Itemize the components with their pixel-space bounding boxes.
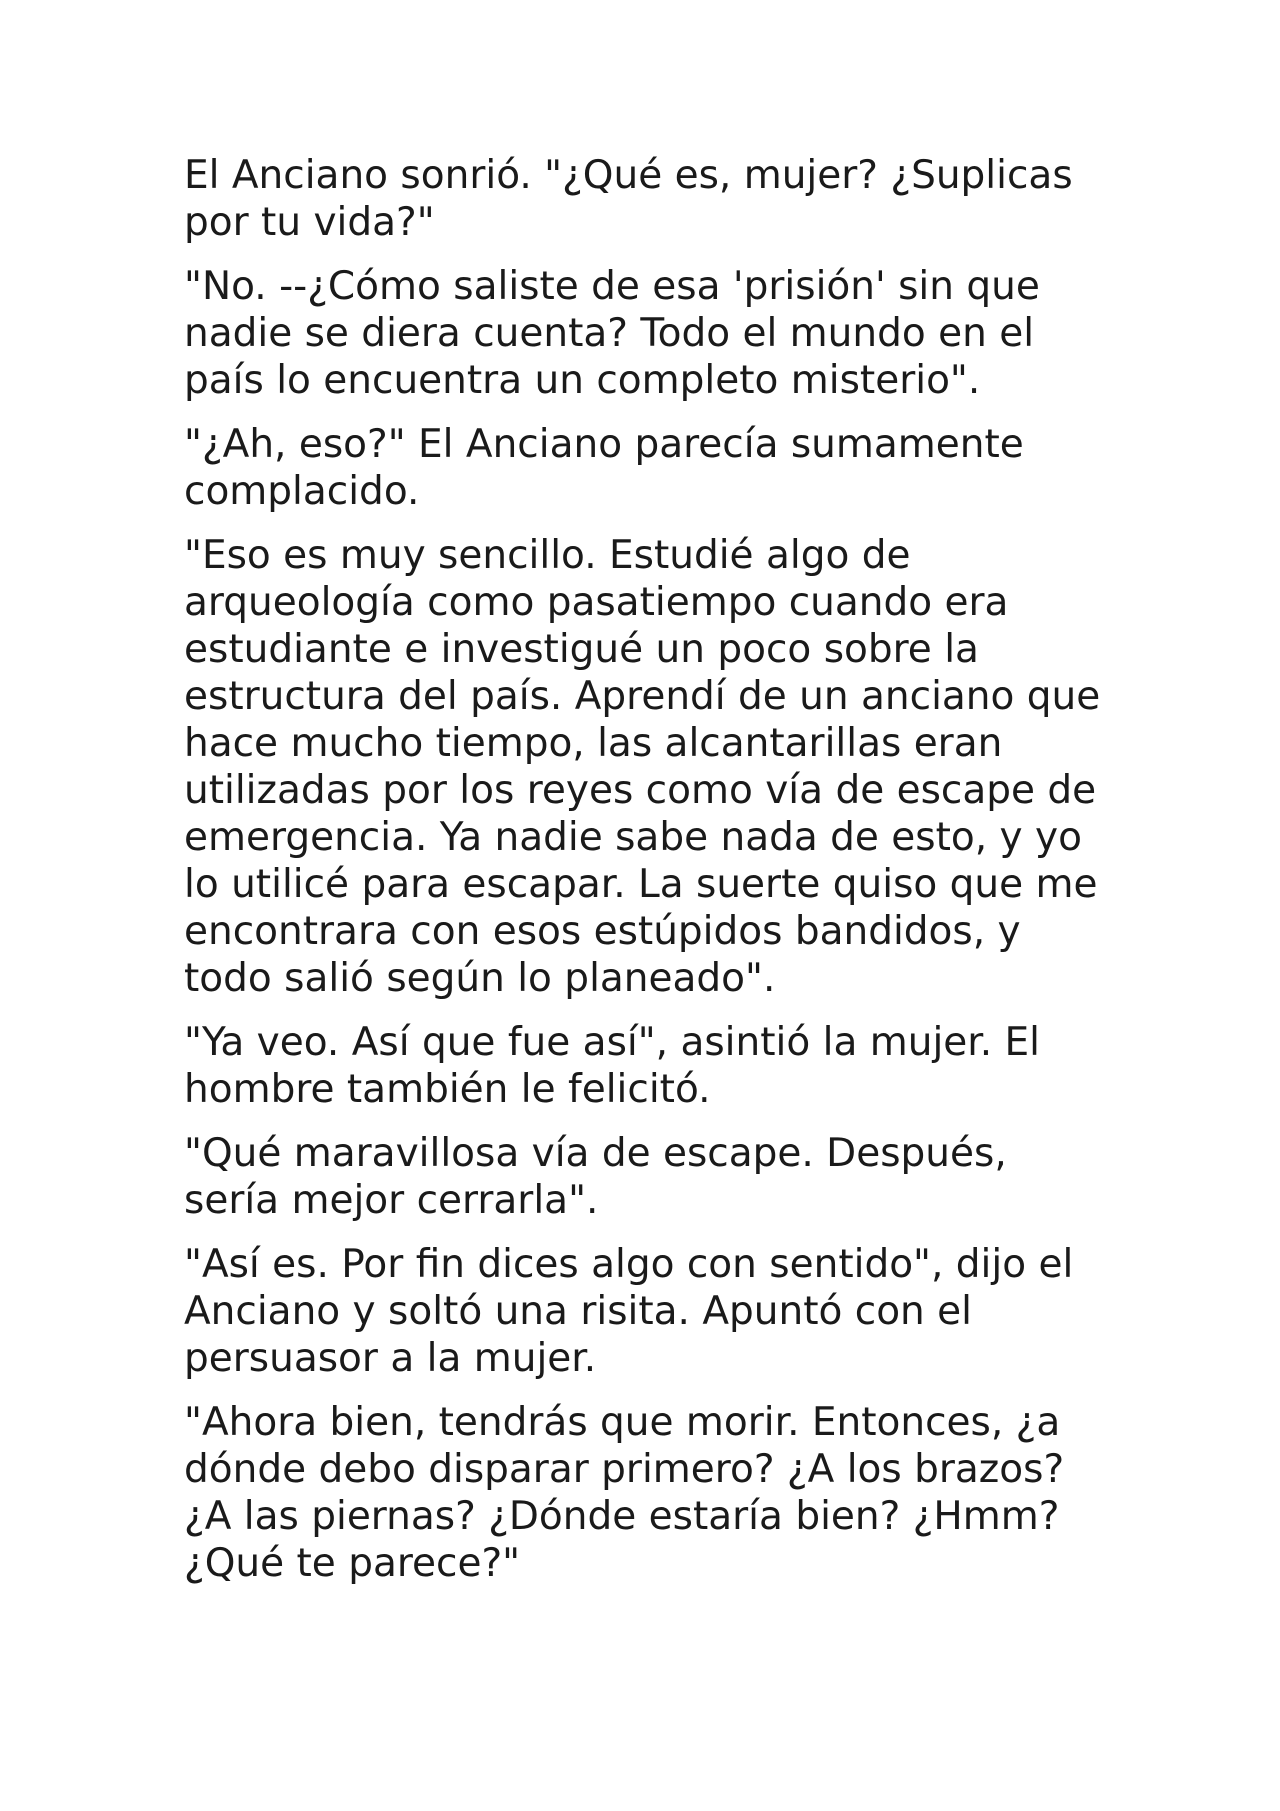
story-text — [184, 152, 1124, 1604]
paragraph-2: "No. --¿Cómo saliste de esa 'prisión' sin que nadie se diera cuenta? Todo el mundo en el país lo encuentra un completo misterio". — [184, 264, 1040, 403]
paragraph-3: "¿Ah, eso?" El Anciano parecía sumamente complacido. — [184, 422, 1024, 514]
paragraph-6: "Qué maravillosa vía de escape. Después, sería mejor cerrarla". — [184, 1131, 1007, 1223]
paragraph-5: "Ya veo. Así que fue así", asintió la mujer. El hombre también le felicitó. — [184, 1020, 1041, 1112]
paragraph-4: "Eso es muy sencillo. Estudié algo de arqueología como pasatiempo cuando era estudiante e investigué un poco sobre la estructura del país. Aprendí de un anciano que hace mucho tiempo, las alcantarillas eran utilizadas por los reyes como vía de escape de emergencia. Ya nadie sabe nada de esto, y yo lo utilicé para escapar. La suerte quiso que me encontrara con esos estúpidos bandidos, y todo salió según lo planeado". — [184, 533, 1101, 1001]
paragraph-7: "Así es. Por fin dices algo con sentido", dijo el Anciano y soltó una risita. Apuntó con el persuasor a la mujer. — [184, 1242, 1074, 1381]
paragraph-1: El Anciano sonrió. "¿Qué es, mujer? ¿Suplicas por tu vida?" — [184, 153, 1073, 245]
paragraph-8: "Ahora bien, tendrás que morir. Entonces, ¿a dónde debo disparar primero? ¿A los brazos? ¿A las piernas? ¿Dónde estaría bien? ¿Hmm? ¿Qué te parece?" — [184, 1400, 1065, 1586]
